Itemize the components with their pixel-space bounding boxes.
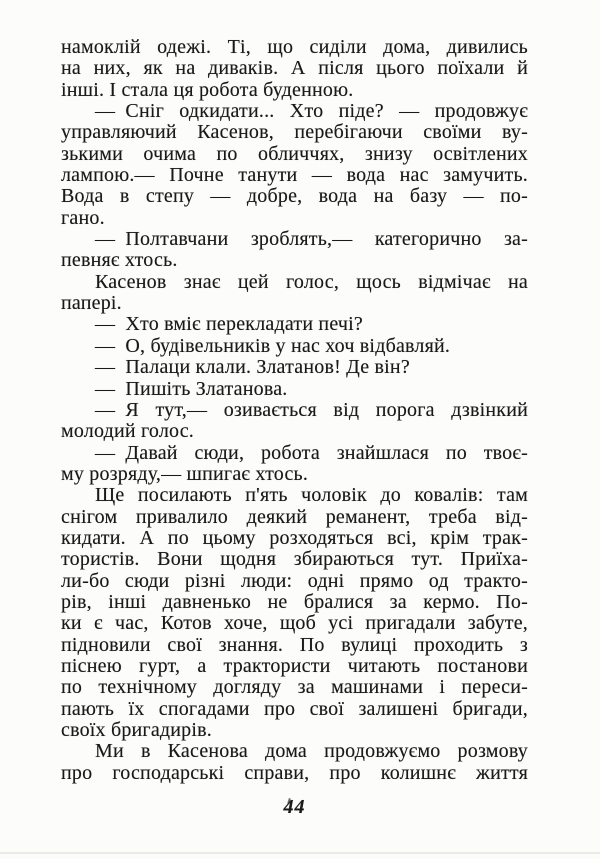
text-line: своїх бригадирів. <box>61 719 212 741</box>
text-line: папері. <box>61 292 122 315</box>
text-line: Ще посилають п'ять чоловік до ковалів: там <box>95 484 528 507</box>
text-line: — Полтавчани зроблять,— категорично за- <box>95 228 528 251</box>
page-bottom-edge <box>0 852 600 854</box>
text-line: ки є час, Котов хоче, щоб усі пригадали забуте, <box>61 612 528 635</box>
text-line: управляючий Касенов, перебігаючи своїми ву- <box>61 121 528 144</box>
page-text <box>61 37 528 784</box>
text-line: кидати. А по цьому розходяться всі, крім трак- <box>61 526 528 549</box>
text-line: Ми в Касенова дома продовжуємо розмову <box>95 740 528 763</box>
text-line: Касенов знає цей голос, щось відмічає на <box>95 270 528 293</box>
text-line: — Пишіть Златанова. <box>95 377 288 400</box>
text-line: му розряду,— шпигає хтось. <box>61 462 309 485</box>
text-line: намоклій одежі. Ті, що сиділи дома, дивились <box>61 36 528 58</box>
text-line: молодий голос. <box>61 420 194 443</box>
text-line: — О, будівельників у нас хоч відбавляй. <box>95 334 451 357</box>
text-line: — Сніг одкидати... Хто піде? — продовжує <box>95 100 528 123</box>
text-line: лампою.— Почне танути — вода нас замучить. <box>61 164 528 187</box>
text-line: на них, як на диваків. А після цього поїхали й <box>61 57 528 80</box>
text-line: — Палаци клали. Златанов! Де він? <box>95 356 410 379</box>
text-line: по технічному догляду за машинами і переси- <box>61 676 528 699</box>
text-line: певняє хтось. <box>61 249 178 272</box>
text-line: — Давай сюди, робота знайшлася по твоє- <box>95 441 528 464</box>
text-line: гано. <box>61 206 105 229</box>
page-number: 44 <box>283 796 306 818</box>
text-line: — Я тут,— озивається від порога дзвінкий <box>95 398 528 421</box>
text-line: зькими очима по обличчях, знизу освітлених <box>61 142 528 165</box>
text-line: підновили свої знання. По вулиці проходить з <box>61 633 528 656</box>
text-line: — Хто вміє перекладати печі? <box>95 313 364 336</box>
text-line: пають їх спогадами про свої залишені бригади, <box>61 697 528 720</box>
text-line: рів, інші давненько не бралися за кермо. По- <box>61 590 528 613</box>
text-line: снігом привалило деякий реманент, треба від- <box>61 505 528 528</box>
text-line: тористів. Вони щодня збираються тут. Приїха- <box>61 548 528 571</box>
text-line: Вода в степу — добре, вода на базу — по- <box>61 185 528 208</box>
text-line: про господарські справи, про колишнє життя <box>61 761 528 784</box>
text-line: ли-бо сюди різні люди: одні прямо од тракто- <box>61 569 528 592</box>
text-line: піснею гурт, а трактористи читають постанови <box>61 654 528 677</box>
text-line: інші. І стала ця робота буденною. <box>61 78 354 101</box>
